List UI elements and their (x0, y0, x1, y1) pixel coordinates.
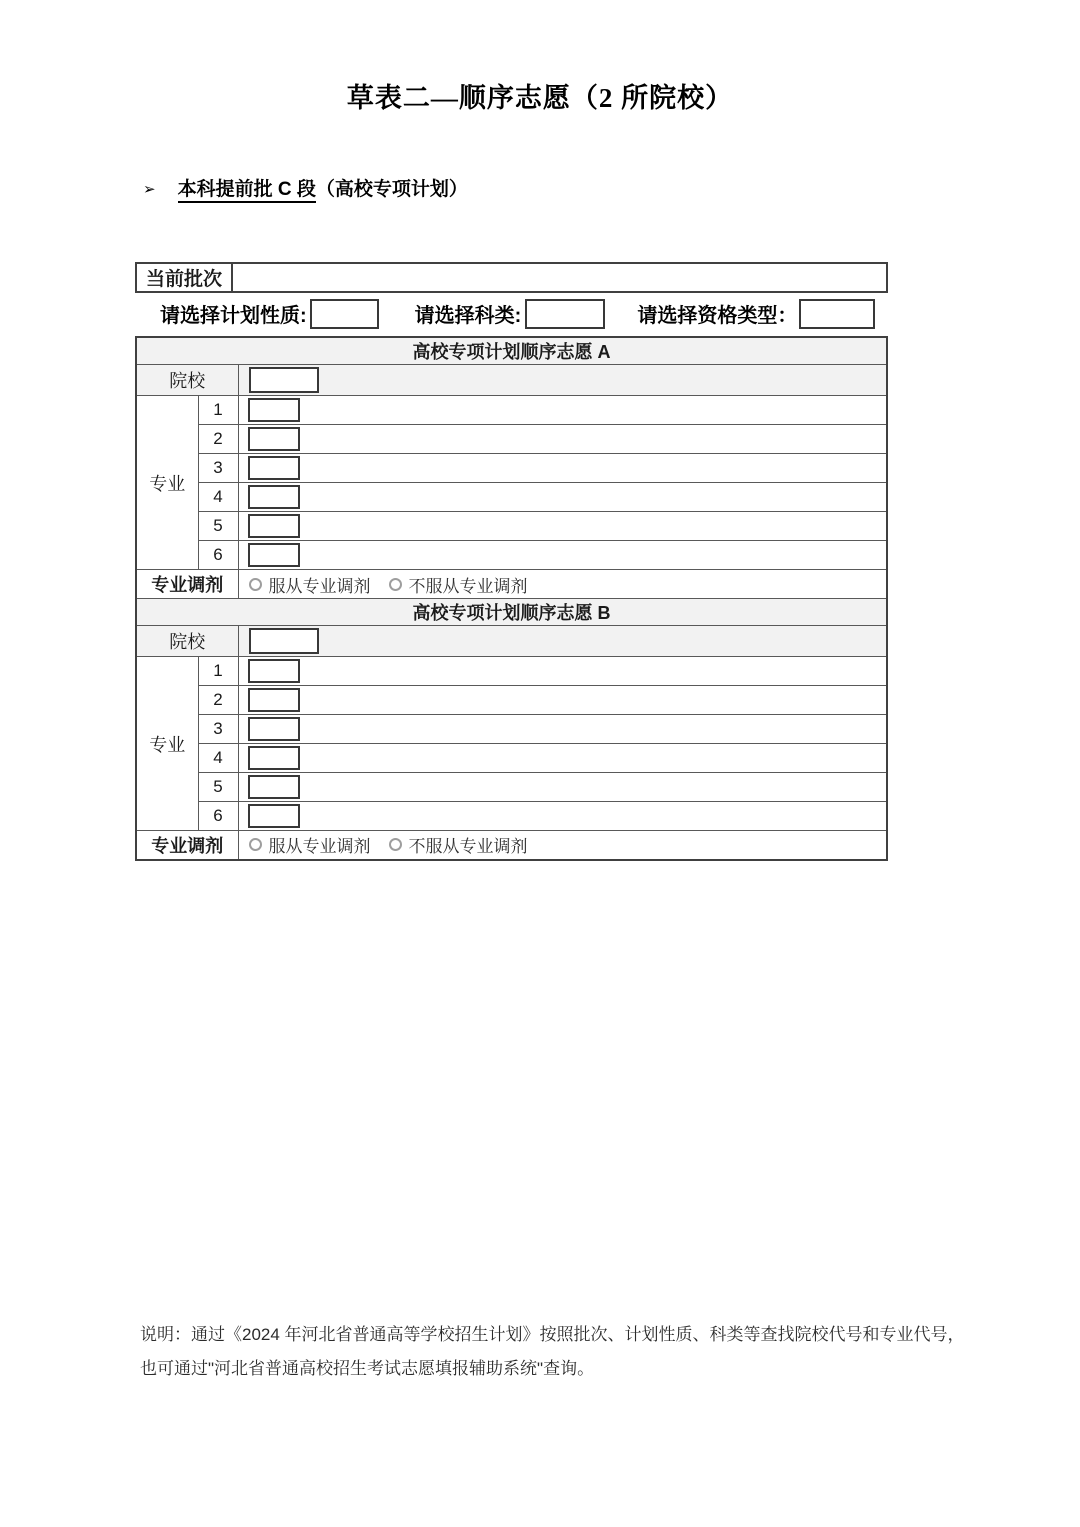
major-number-b-6: 6 (198, 802, 238, 831)
adjustment-label-a: 专业调剂 (136, 570, 238, 599)
radio-circle-icon (389, 578, 402, 591)
section-heading (143, 174, 468, 201)
volunteer-form-table (135, 336, 888, 861)
section-a-header: 高校专项计划顺序志愿 A (136, 337, 887, 365)
plan-nature-input[interactable] (310, 299, 379, 329)
major-code-input-b-2[interactable] (248, 688, 300, 712)
obey-adjustment-radio-a[interactable] (249, 572, 371, 597)
major-number-b-3: 3 (198, 715, 238, 744)
qualification-type-label: 请选择资格类型： (637, 305, 798, 327)
arrow-bullet-icon: ➢ (143, 181, 156, 198)
major-number-b-4: 4 (198, 744, 238, 773)
major-number-a-5: 5 (198, 512, 238, 541)
not-obey-adjustment-radio-a[interactable] (389, 572, 528, 597)
current-batch-value-cell[interactable] (233, 264, 886, 291)
select-filters-row (135, 297, 888, 330)
not-obey-adjustment-label: 不服从专业调剂 (408, 576, 528, 596)
radio-circle-icon (249, 578, 262, 591)
major-number-a-1: 1 (198, 396, 238, 425)
current-batch-label: 当前批次 (137, 264, 233, 291)
college-code-input-b[interactable] (249, 628, 319, 654)
college-label-b: 院校 (136, 626, 238, 657)
major-code-input-a-1[interactable] (248, 398, 300, 422)
adjustment-options-b (239, 832, 887, 857)
obey-adjustment-radio-b[interactable] (249, 832, 371, 857)
major-number-b-1: 1 (198, 657, 238, 686)
plan-nature-label: 请选择计划性质: (160, 305, 307, 327)
major-number-a-3: 3 (198, 454, 238, 483)
major-number-a-6: 6 (198, 541, 238, 570)
current-batch-row (135, 262, 888, 293)
major-code-input-b-3[interactable] (248, 717, 300, 741)
major-code-input-b-1[interactable] (248, 659, 300, 683)
major-number-a-2: 2 (198, 425, 238, 454)
note-text: 说明：通过《2024 年河北省普通高等学校招生计划》按照批次、计划性质、科类等查找院校代号和专业代号，也可通过"河北省普通高校招生考试志愿填报辅助系统"查询。 (140, 1325, 965, 1378)
batch-name-underlined: 本科提前批 C 段 (178, 179, 316, 203)
not-obey-adjustment-label: 不服从专业调剂 (408, 837, 528, 857)
major-code-input-a-5[interactable] (248, 514, 300, 538)
major-number-a-4: 4 (198, 483, 238, 512)
radio-circle-icon (389, 838, 402, 851)
major-code-input-b-6[interactable] (248, 804, 300, 828)
qualification-type-input[interactable] (799, 299, 875, 329)
obey-adjustment-label: 服从专业调剂 (268, 576, 371, 596)
major-label-b: 专业 (136, 657, 198, 831)
subject-category-label: 请选择科类: (414, 305, 522, 327)
adjustment-options-a (239, 572, 887, 597)
major-number-b-2: 2 (198, 686, 238, 715)
college-label-a: 院校 (136, 365, 238, 396)
batch-name-suffix: （高校专项计划） (315, 179, 468, 200)
major-code-input-b-5[interactable] (248, 775, 300, 799)
major-code-input-a-2[interactable] (248, 427, 300, 451)
not-obey-adjustment-radio-b[interactable] (389, 832, 528, 857)
section-b-header: 高校专项计划顺序志愿 B (136, 599, 887, 626)
radio-circle-icon (249, 838, 262, 851)
college-code-input-a[interactable] (249, 367, 319, 393)
adjustment-label-b: 专业调剂 (136, 831, 238, 860)
subject-category-input[interactable] (525, 299, 605, 329)
major-number-b-5: 5 (198, 773, 238, 802)
batch-name-text (178, 174, 468, 201)
major-label-a: 专业 (136, 396, 198, 570)
major-code-input-a-3[interactable] (248, 456, 300, 480)
major-code-input-a-6[interactable] (248, 543, 300, 567)
major-code-input-b-4[interactable] (248, 746, 300, 770)
page-title: 草表二—顺序志愿（2 所院校） (346, 83, 734, 113)
major-code-input-a-4[interactable] (248, 485, 300, 509)
obey-adjustment-label: 服从专业调剂 (268, 837, 371, 857)
